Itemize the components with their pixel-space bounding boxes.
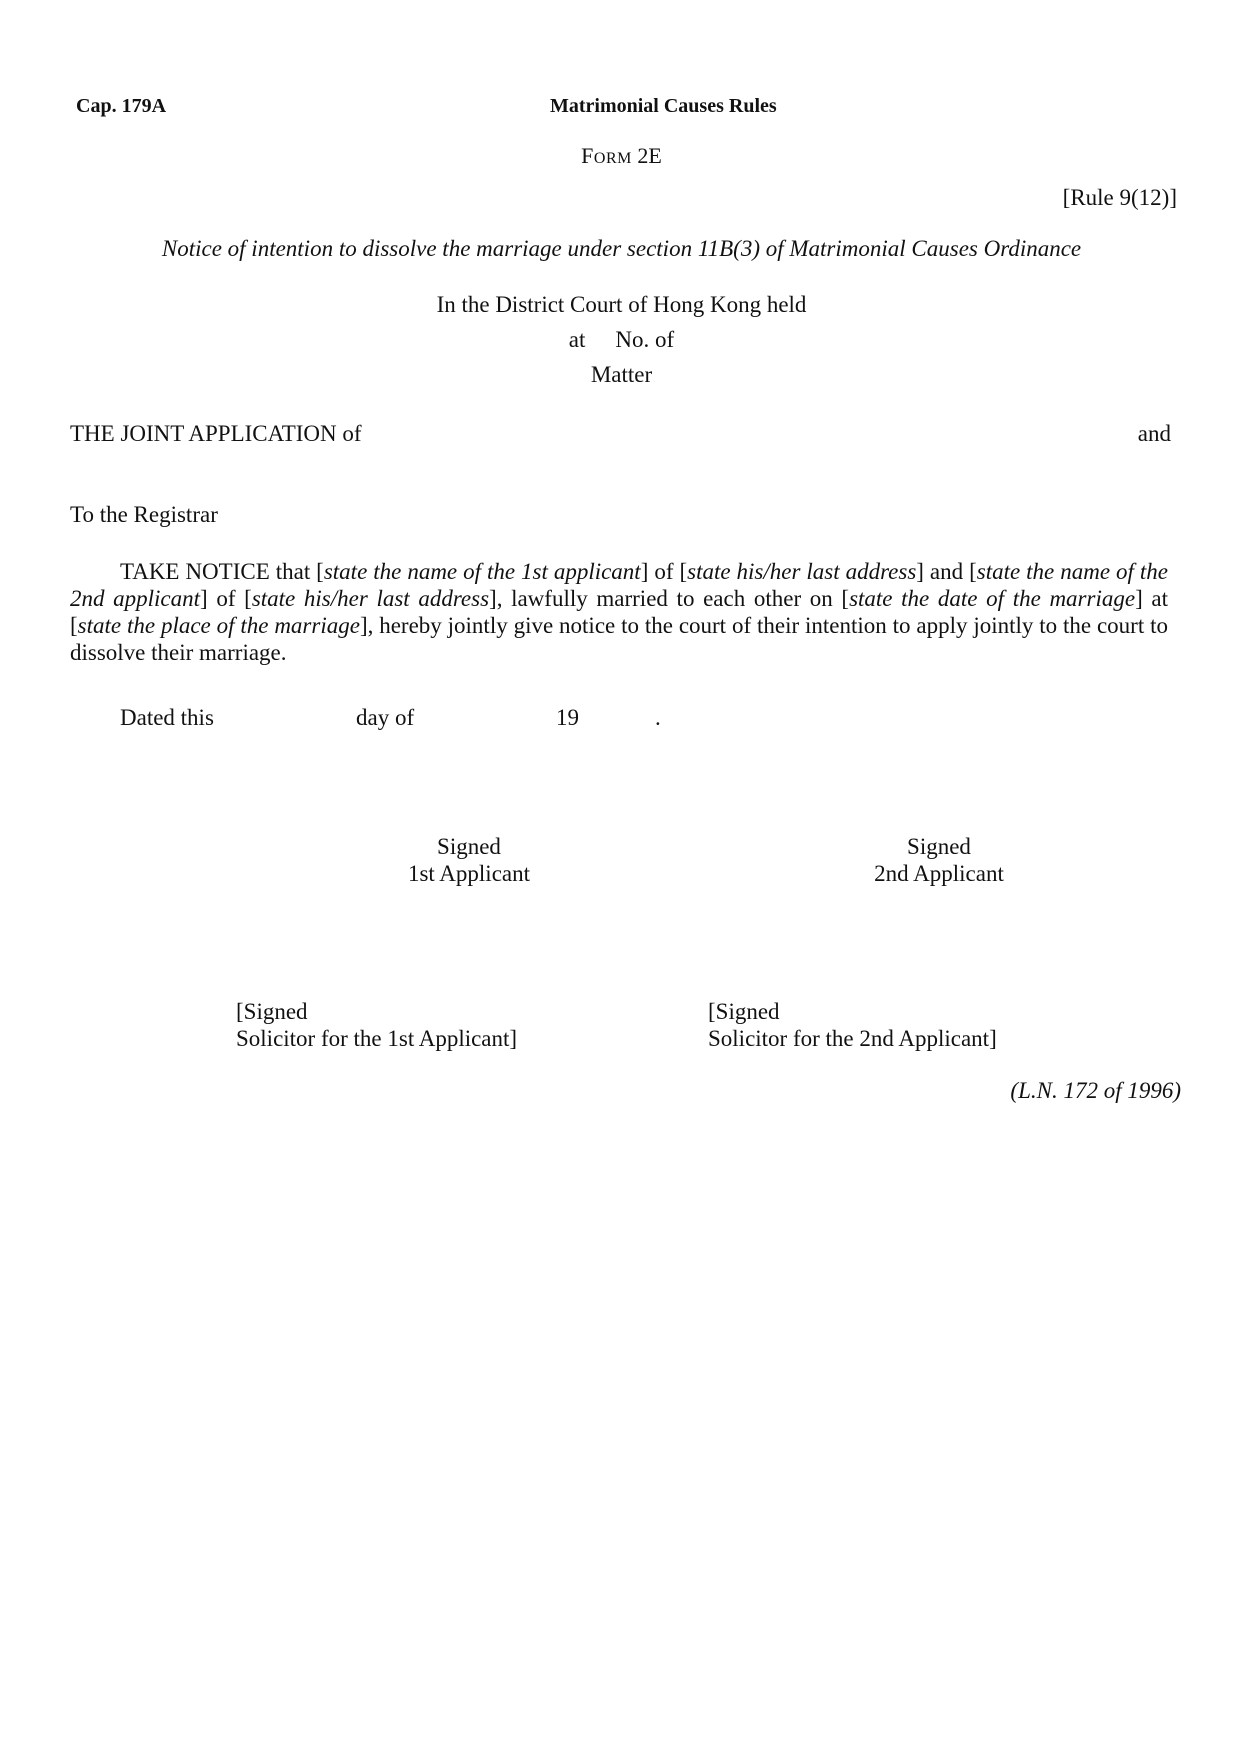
body-placeholder-6: state the place of the marriage xyxy=(77,613,360,638)
case-number-label: No. of xyxy=(615,327,675,352)
notice-body xyxy=(70,558,1168,666)
form-word-rest: ORM xyxy=(593,150,632,167)
solicitor-2-signed: [Signed xyxy=(708,999,780,1024)
form-title xyxy=(0,143,1243,169)
addressee: To the Registrar xyxy=(70,502,218,527)
solicitor-1-role: Solicitor for the 1st Applicant] xyxy=(236,1026,518,1051)
applicant-1-signature-block xyxy=(360,833,578,887)
body-text-3: ] and [ xyxy=(916,559,977,584)
body-placeholder-3: state the name of the 2nd applicant xyxy=(70,559,1168,611)
applicant-2-signature-block xyxy=(830,833,1048,887)
body-placeholder-1: state the name of the 1st applicant xyxy=(323,559,641,584)
dated-period: . xyxy=(655,705,661,730)
court-line-2 xyxy=(0,327,1243,353)
chapter-number: Cap. 179A xyxy=(76,95,167,117)
joint-application-and: and xyxy=(1137,421,1171,446)
body-text-2: ] of [ xyxy=(640,559,688,584)
applicant-2-role: 2nd Applicant xyxy=(874,861,1004,886)
form-word xyxy=(581,143,632,168)
applicant-1-signed: Signed xyxy=(437,834,501,859)
body-text-7: ], hereby jointly give notice to the court of their intention to apply jointly to the court to dissolve their marriage. xyxy=(70,613,1168,665)
joint-application-label: THE JOINT APPLICATION of xyxy=(70,421,362,446)
body-text-1: TAKE NOTICE that [ xyxy=(120,559,324,584)
matter-label: Matter xyxy=(590,362,653,387)
solicitor-2-role: Solicitor for the 2nd Applicant] xyxy=(708,1026,997,1051)
at-label: at xyxy=(568,327,586,352)
body-text-6: ] at [ xyxy=(70,586,1168,638)
body-placeholder-2: state his/her last address xyxy=(687,559,917,584)
applicant-1-role: 1st Applicant xyxy=(407,861,531,886)
body-text-5: ], lawfully married to each other on [ xyxy=(489,586,850,611)
solicitor-2-signature-block xyxy=(708,998,997,1052)
body-placeholder-5: state the date of the marriage xyxy=(849,586,1136,611)
notice-heading: Notice of intention to dissolve the marriage under section 11B(3) of Matrimonial Causes Ordinance xyxy=(161,236,1082,261)
form-word-initial: F xyxy=(581,143,594,168)
body-text-4: ] of [ xyxy=(200,586,252,611)
day-of-label: day of xyxy=(356,705,415,730)
body-placeholder-4: state his/her last address xyxy=(251,586,490,611)
dated-label: Dated this xyxy=(120,705,214,730)
applicant-2-signed: Signed xyxy=(907,834,971,859)
court-line-1: In the District Court of Hong Kong held xyxy=(436,292,807,317)
form-number: 2E xyxy=(637,143,662,168)
legal-notice-reference: (L.N. 172 of 1996) xyxy=(1010,1078,1181,1103)
solicitor-1-signed: [Signed xyxy=(236,999,308,1024)
running-title: Matrimonial Causes Rules xyxy=(550,95,777,117)
solicitor-1-signature-block xyxy=(236,998,517,1052)
year-prefix: 19 xyxy=(556,705,579,730)
rule-reference: [Rule 9(12)] xyxy=(1062,185,1177,210)
